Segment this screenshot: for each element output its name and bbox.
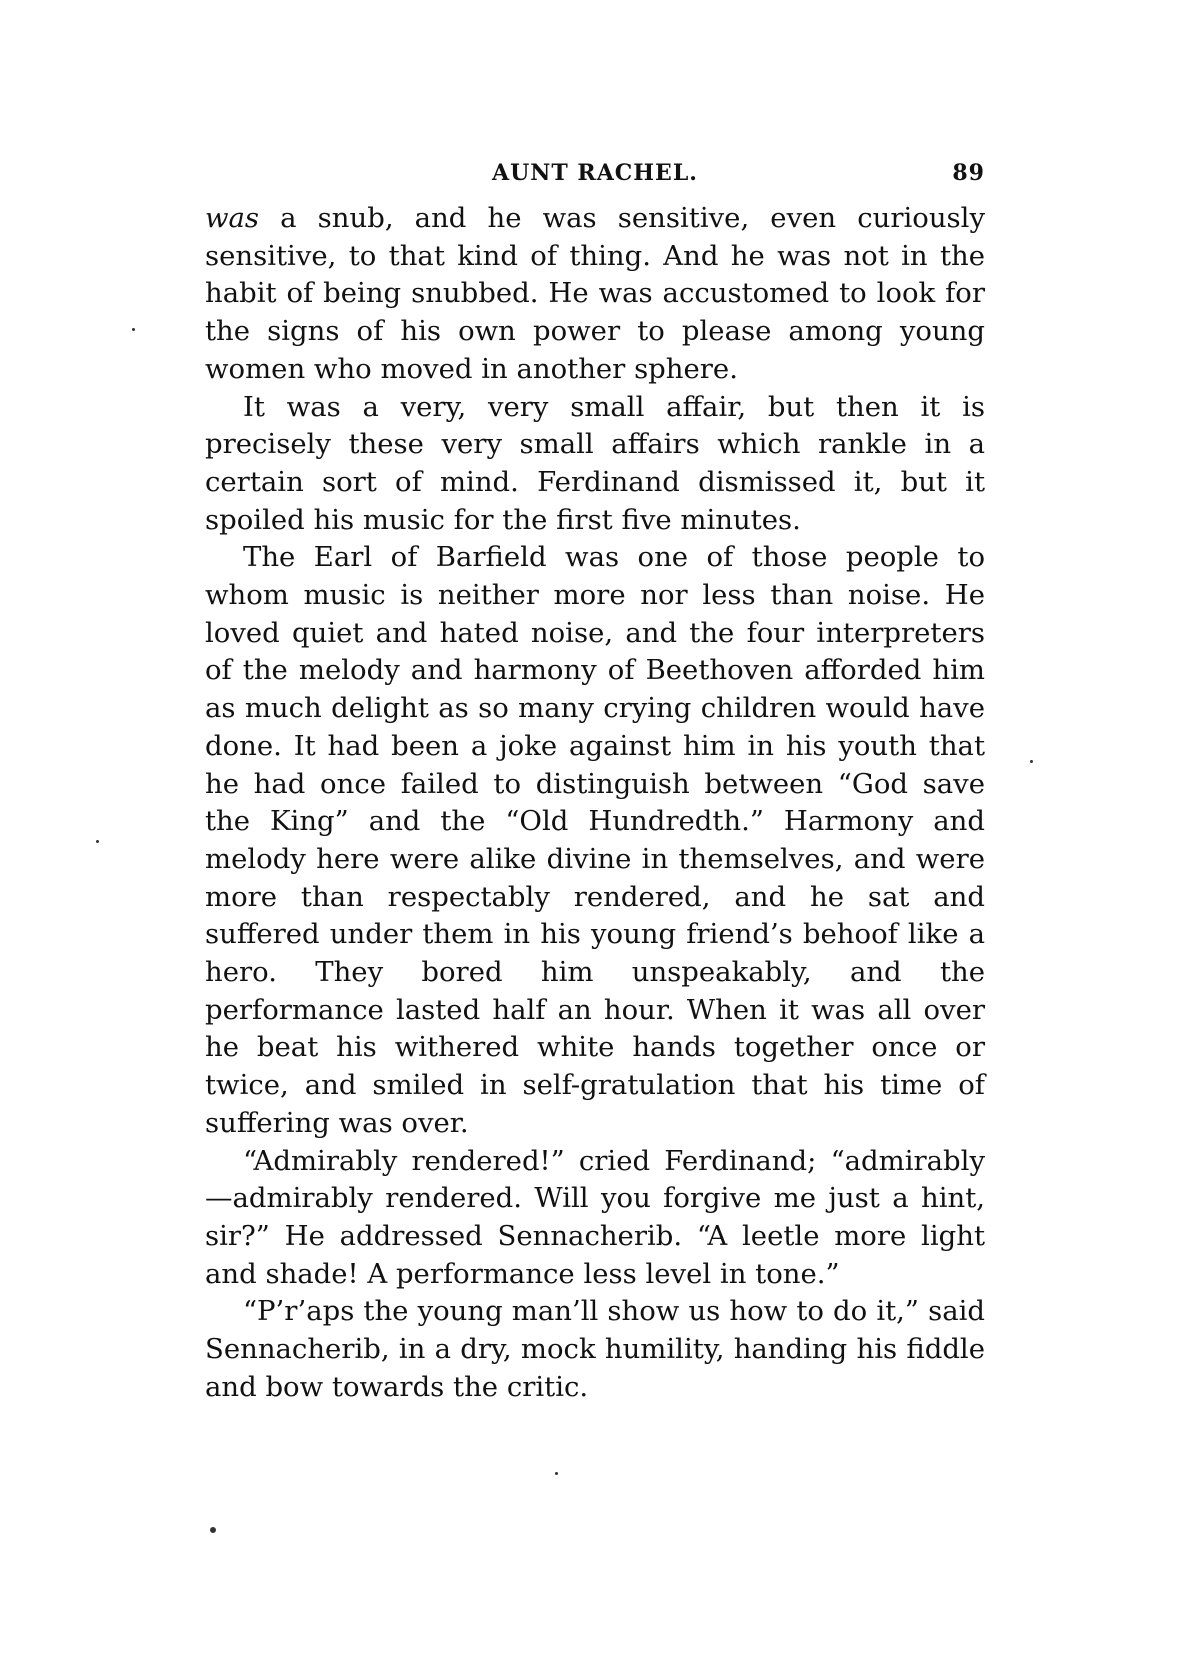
- body-text: [205, 200, 985, 1407]
- scan-speck: [96, 840, 99, 843]
- scan-speck: [210, 1527, 216, 1533]
- paragraph-2: It was a very, very small affair, but then it is precisely these very small affairs which rankle in a certain sort of mind. Ferdinand dismissed it, but it spoiled his music for the first five minutes.: [205, 390, 985, 536]
- paragraph-5: “P’r’aps the young man’ll show us how to do it,” said Sennacherib, in a dry, mock humility, handing his fiddle and bow towards the critic.: [205, 1295, 985, 1403]
- scan-speck: [132, 328, 135, 331]
- page-number: 89: [952, 160, 985, 186]
- scan-speck: [1030, 760, 1033, 763]
- running-title: AUNT RACHEL.: [492, 160, 698, 186]
- book-page: [205, 160, 985, 1407]
- running-head: [205, 160, 985, 200]
- paragraph-4: “Admirably rendered!” cried Ferdinand; “admirably—admirably rendered. Will you forgive me just a hint, sir?” He addressed Sennacherib. “A leetle more light and shade! A performance less level in tone.”: [205, 1144, 985, 1290]
- paragraph-1: [205, 200, 985, 389]
- scan-speck: [555, 1472, 558, 1475]
- paragraph-1-text: a snub, and he was sensitive, even curiously sensitive, to that kind of thing. And he was not in the habit of being snubbed. He was accustomed to look for the signs of his own power to please among young women who moved in another sphere.: [205, 202, 985, 385]
- paragraph-1-italic-lead: was: [205, 202, 260, 234]
- paragraph-3: The Earl of Barfield was one of those people to whom music is neither more nor less than noise. He loved quiet and hated noise, and the four interpreters of the melody and harmony of Beethoven afforded him as much delight as so many crying children would have done. It had been a joke against him in his youth that he had once failed to distinguish between “God save the King” and the “Old Hundredth.” Harmony and melody here were alike divine in themselves, and were more than respectably rendered, and he sat and suffered under them in his young friend’s behoof like a hero. They bored him unspeakably, and the performance lasted half an hour. When it was all over he beat his withered white hands together once or twice, and smiled in self-gratulation that his time of suffering was over.: [205, 541, 985, 1139]
